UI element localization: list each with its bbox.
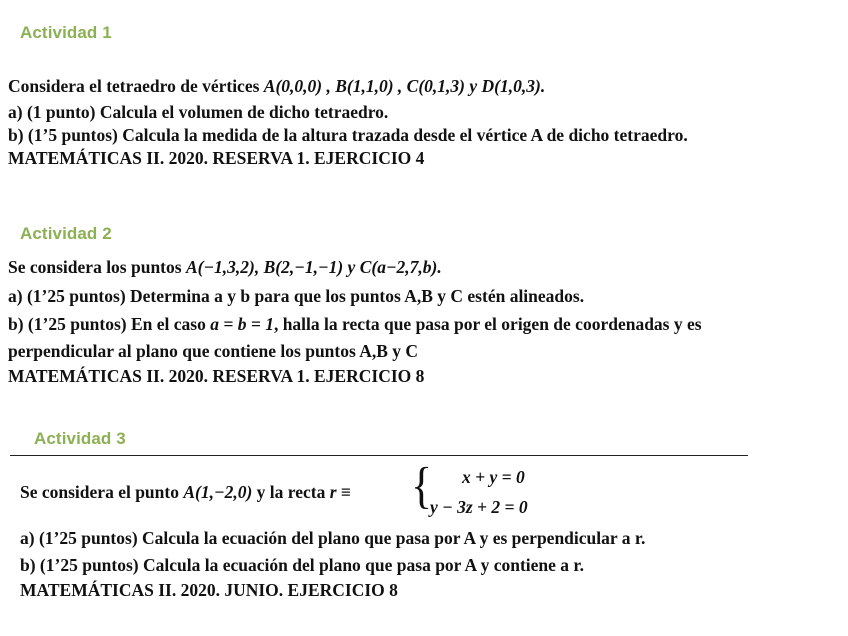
act3-line-symbol: r ≡ xyxy=(329,482,351,502)
act3-statement xyxy=(20,482,351,503)
act3-statement-text: Se considera el punto xyxy=(20,482,179,502)
heading-actividad-3: Actividad 3 xyxy=(34,429,126,448)
act3-part-b: b) (1’25 puntos) Calcula la ecuación del plano que pasa por A y contiene a r. xyxy=(20,555,584,575)
act1-part-a: a) (1 punto) Calcula el volumen de dicho tetraedro. xyxy=(8,102,389,122)
act2-part-b xyxy=(8,314,702,335)
act3-equation-2: y − 3z + 2 = 0 xyxy=(430,497,528,517)
act3-point-math: A(1,−2,0) xyxy=(183,482,253,502)
act2-statement-text: Se considera los puntos xyxy=(8,257,182,277)
act2-part-a: a) (1’25 puntos) Determina a y b para que los puntos A,B y C estén alineados. xyxy=(8,286,585,306)
act2-part-b-text: b) (1’25 puntos) En el caso xyxy=(8,314,206,334)
act1-vertices-math: A(0,0,0) , B(1,1,0) , C(0,1,3) y D(1,0,3). xyxy=(263,76,546,96)
act3-equation-1: x + y = 0 xyxy=(462,467,525,487)
system-brace: { xyxy=(411,457,433,514)
act3-statement-text-2: y la recta xyxy=(256,482,326,502)
act2-statement xyxy=(8,257,442,278)
act2-source: MATEMÁTICAS II. 2020. RESERVA 1. EJERCICIO 8 xyxy=(8,366,425,386)
act1-statement-text: Considera el tetraedro de vértices xyxy=(8,76,260,96)
act3-source: MATEMÁTICAS II. 2020. JUNIO. EJERCICIO 8 xyxy=(20,580,398,600)
act2-points-math: A(−1,3,2), B(2,−1,−1) y C(a−2,7,b). xyxy=(185,257,442,277)
act1-statement xyxy=(8,76,545,97)
heading-actividad-1: Actividad 1 xyxy=(20,23,112,42)
act3-part-a: a) (1’25 puntos) Calcula la ecuación del plano que pasa por A y es perpendicular a r. xyxy=(20,528,646,548)
act2-part-b-continued: perpendicular al plano que contiene los puntos A,B y C xyxy=(8,341,419,361)
heading-actividad-2: Actividad 2 xyxy=(20,224,112,243)
act1-source: MATEMÁTICAS II. 2020. RESERVA 1. EJERCICIO 4 xyxy=(8,148,425,168)
act2-condition-math: a = b = 1 xyxy=(210,314,274,334)
act2-part-b-rest: , halla la recta que pasa por el origen de coordenadas y es xyxy=(273,314,702,334)
act1-part-b: b) (1’5 puntos) Calcula la medida de la altura trazada desde el vértice A de dicho tetraedro. xyxy=(8,125,688,145)
horizontal-rule xyxy=(10,455,748,456)
